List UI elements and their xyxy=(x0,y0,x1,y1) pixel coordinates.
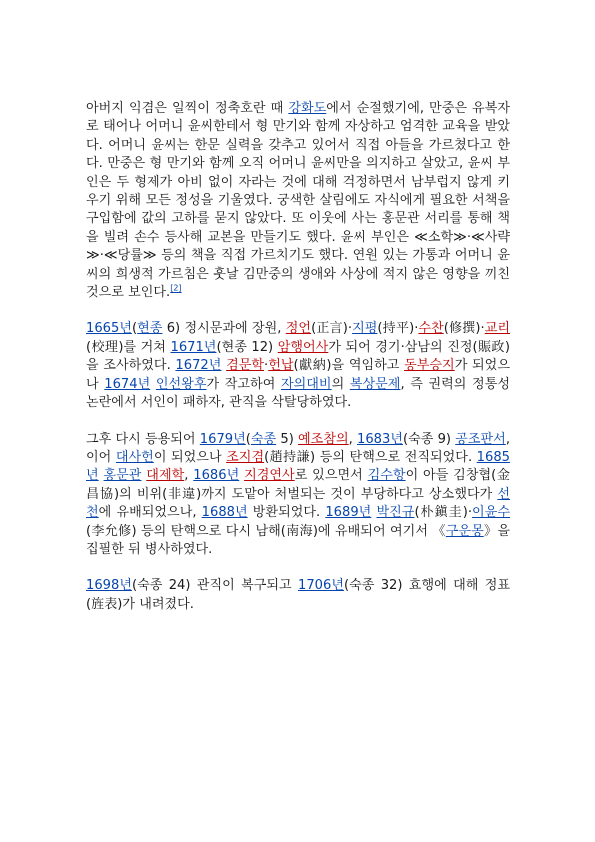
text-run: 의 xyxy=(331,376,350,392)
article-link[interactable]: 1686년 xyxy=(193,468,240,484)
text-run: (朴鎭圭)· xyxy=(414,505,473,521)
paragraph xyxy=(86,320,510,412)
article-link[interactable]: 1683년 xyxy=(357,431,403,447)
text-run: (獻納)을 역임하고 xyxy=(293,358,405,374)
article-link[interactable]: 1685년 xyxy=(86,449,510,484)
text-run: 로 있으면서 xyxy=(294,468,368,484)
text-run: (李允修) 등의 탄핵으로 다시 남해(南海)에 유배되어 여기서 《 xyxy=(86,523,446,539)
text-run: 이 아들 김창협(金昌協)의 비위(非違)까지 도맡아 처벌되는 것이 부당하다고 상소했다가 xyxy=(86,468,510,502)
article-link[interactable]: 1674년 xyxy=(104,376,151,392)
article-link[interactable]: 선천 xyxy=(86,486,510,521)
text-run: 방환되었다. xyxy=(247,505,326,521)
article-link[interactable]: 현종 xyxy=(137,321,163,337)
text-run: (持平)· xyxy=(377,321,419,337)
text-run: (正言)· xyxy=(311,321,353,337)
article-link[interactable]: 1706년 xyxy=(298,578,344,594)
paragraph xyxy=(86,577,510,614)
text-run: , 즉 권력의 정통성 논란에서 서인이 패하자, 관직을 삭탈당하였다. xyxy=(86,376,510,411)
text-run: 》을 집필한 뒤 병사하였다. xyxy=(86,523,510,557)
missing-article-link[interactable]: 교리 xyxy=(484,321,511,337)
article-link[interactable]: 1671년 xyxy=(170,339,217,355)
article-link[interactable]: 숙종 xyxy=(250,431,277,447)
text-run: , 이어 xyxy=(86,431,511,465)
article-link[interactable]: 1679년 xyxy=(199,431,246,447)
missing-article-link[interactable]: 지경연사 xyxy=(244,468,295,484)
text-run: 6) 정시문과에 장원, xyxy=(162,321,286,337)
article-link[interactable]: 복상문제 xyxy=(349,376,401,392)
missing-article-link[interactable]: 조지겸 xyxy=(226,449,265,465)
text-run: 5) xyxy=(276,431,299,447)
paragraph xyxy=(86,431,510,560)
text-run: 이 되었으나 xyxy=(153,449,227,465)
text-run: 가 작고하여 xyxy=(206,376,281,392)
article-link[interactable]: 자의대비 xyxy=(280,376,332,392)
text-run: · xyxy=(264,358,269,374)
text-run: (숙종 9) xyxy=(402,431,456,447)
text-run: (현종 12) xyxy=(216,339,278,355)
article-link[interactable]: 대사헌 xyxy=(115,449,154,465)
article-link[interactable]: 박진규 xyxy=(376,505,415,521)
article-link[interactable]: 강화도 xyxy=(288,101,327,116)
text-run: (修撰)· xyxy=(443,321,485,337)
text-run: (校理)를 거쳐 xyxy=(86,339,171,355)
text-run: 에 유배되었으나, xyxy=(98,505,202,521)
article-link[interactable]: 지평 xyxy=(352,321,378,337)
text-run: 그후 다시 등용되어 xyxy=(86,431,200,447)
footnote-ref xyxy=(170,284,181,293)
article-link[interactable]: 인선왕후 xyxy=(155,376,207,392)
article-link[interactable]: 구운몽 xyxy=(445,523,484,539)
missing-article-link[interactable]: 수찬 xyxy=(418,321,444,337)
article-link[interactable]: 1665년 xyxy=(86,321,132,337)
text-run: ( xyxy=(245,431,251,447)
text-run: , xyxy=(184,468,194,484)
article-body xyxy=(86,100,510,632)
missing-article-link[interactable]: 헌납 xyxy=(268,358,294,374)
article-link[interactable]: 1672년 xyxy=(175,358,222,374)
text-run: ( xyxy=(131,321,138,337)
article-link[interactable]: 홍문관 xyxy=(103,468,142,484)
missing-article-link[interactable]: 암행어사 xyxy=(277,339,329,355)
footnote-link[interactable]: [2] xyxy=(170,283,182,293)
paragraph xyxy=(86,100,510,302)
text-run: (숙종 32) 효행에 대해 정표(旌表)가 내려졌다. xyxy=(86,578,510,612)
text-run: 가 되었으나 xyxy=(86,358,510,392)
missing-article-link[interactable]: 동부승지 xyxy=(404,358,455,374)
article-link[interactable]: 1689년 xyxy=(325,505,372,521)
article-link[interactable]: 이윤수 xyxy=(472,505,510,521)
missing-article-link[interactable]: 정언 xyxy=(285,321,312,337)
article-link[interactable]: 1698년 xyxy=(86,578,132,594)
article-link[interactable]: 김수항 xyxy=(367,468,406,484)
article-link[interactable]: 공조판서 xyxy=(455,431,506,447)
missing-article-link[interactable]: 대제학 xyxy=(146,468,185,484)
text-run: 에서 순절했기에, 만중은 유복자로 태어나 어머니 윤씨한테서 형 만기와 함께 자상하고 엄격한 교육을 받았다. 어머니 윤씨는 한문 실력을 갖추고 있어서 직접 아들을 가르쳤다고 한다. 만중은 형 만기와 함께 오직 어머니 윤씨만을 의지하고 살았고, 윤씨 부인은 두 형제가 아비 없이 자라는 것에 대해 걱정하면서 남부럽지 않게 키우기 위해 모든 정성을 기울였다. 궁색한 살림에도 자식에게 필요한 서책을 구입함에 값의 고하를 묻지 않았다. 또 이웃에 사는 홍문관 서리를 통해 책을 빌려 손수 등사해 교본을 만들기도 했다. 윤씨 부인은 ≪소학≫·≪사략≫·≪당률≫ 등의 책을 직접 가르치기도 했다. 연원 있는 가통과 어머니 윤씨의 희생적 가르침은 훗날 김만중의 생애와 사상에 적지 않은 영향을 끼친 것으로 보인다. xyxy=(86,101,510,301)
text-run: 가 되어 경기·삼남의 진정(賑政)을 조사하였다. xyxy=(86,339,510,374)
text-run: 아버지 익겸은 일찍이 정축호란 때 xyxy=(86,101,289,116)
missing-article-link[interactable]: 예조참의 xyxy=(298,431,349,447)
text-run: (趙持謙) 등의 탄핵으로 전직되었다. xyxy=(264,449,477,465)
text-run: (숙종 24) 관직이 복구되고 xyxy=(131,578,298,594)
text-run: , xyxy=(348,431,357,447)
missing-article-link[interactable]: 겸문학 xyxy=(226,358,265,374)
article-link[interactable]: 1688년 xyxy=(201,505,248,521)
